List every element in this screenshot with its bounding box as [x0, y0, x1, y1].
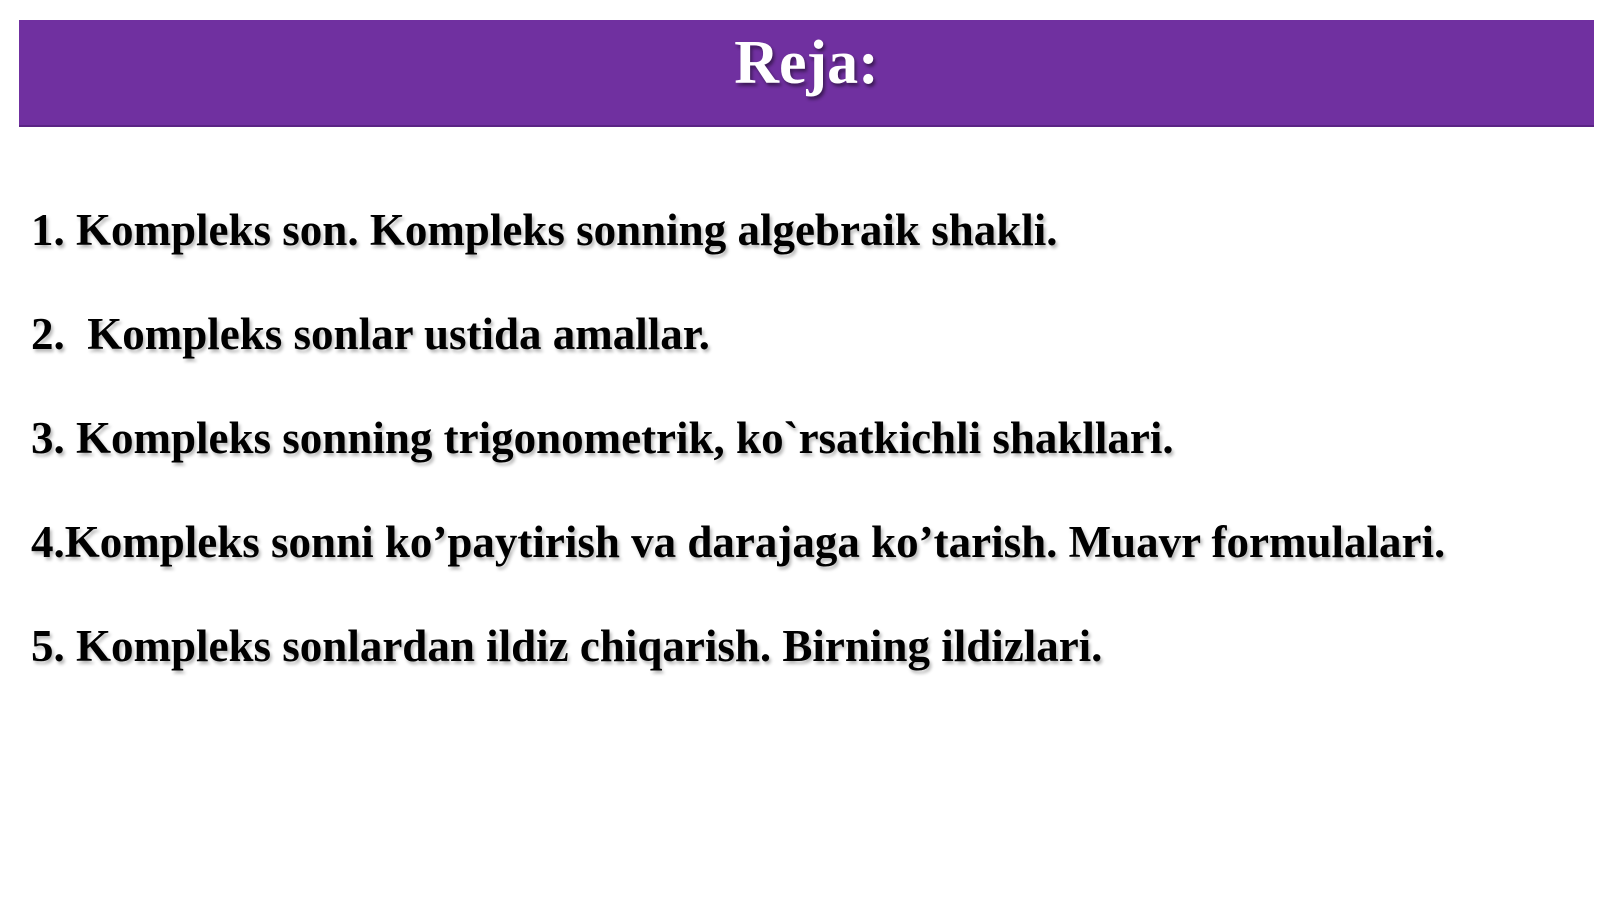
plan-list [31, 196, 1581, 716]
plan-item-5: 5. Kompleks sonlardan ildiz chiqarish. Birning ildizlari. [31, 621, 1103, 671]
slide-title: Reja: [734, 29, 879, 97]
plan-item-4: 4.Kompleks sonni ko’paytirish va darajaga ko’tarish. Muavr formulalari. [31, 517, 1446, 567]
plan-item-1: 1. Kompleks son. Kompleks sonning algebraik shakli. [31, 205, 1058, 255]
plan-item-2: 2. Kompleks sonlar ustida amallar. [31, 309, 710, 359]
title-bar [19, 20, 1594, 127]
plan-item-3: 3. Kompleks sonning trigonometrik, ko`rsatkichli shakllari. [31, 413, 1174, 463]
